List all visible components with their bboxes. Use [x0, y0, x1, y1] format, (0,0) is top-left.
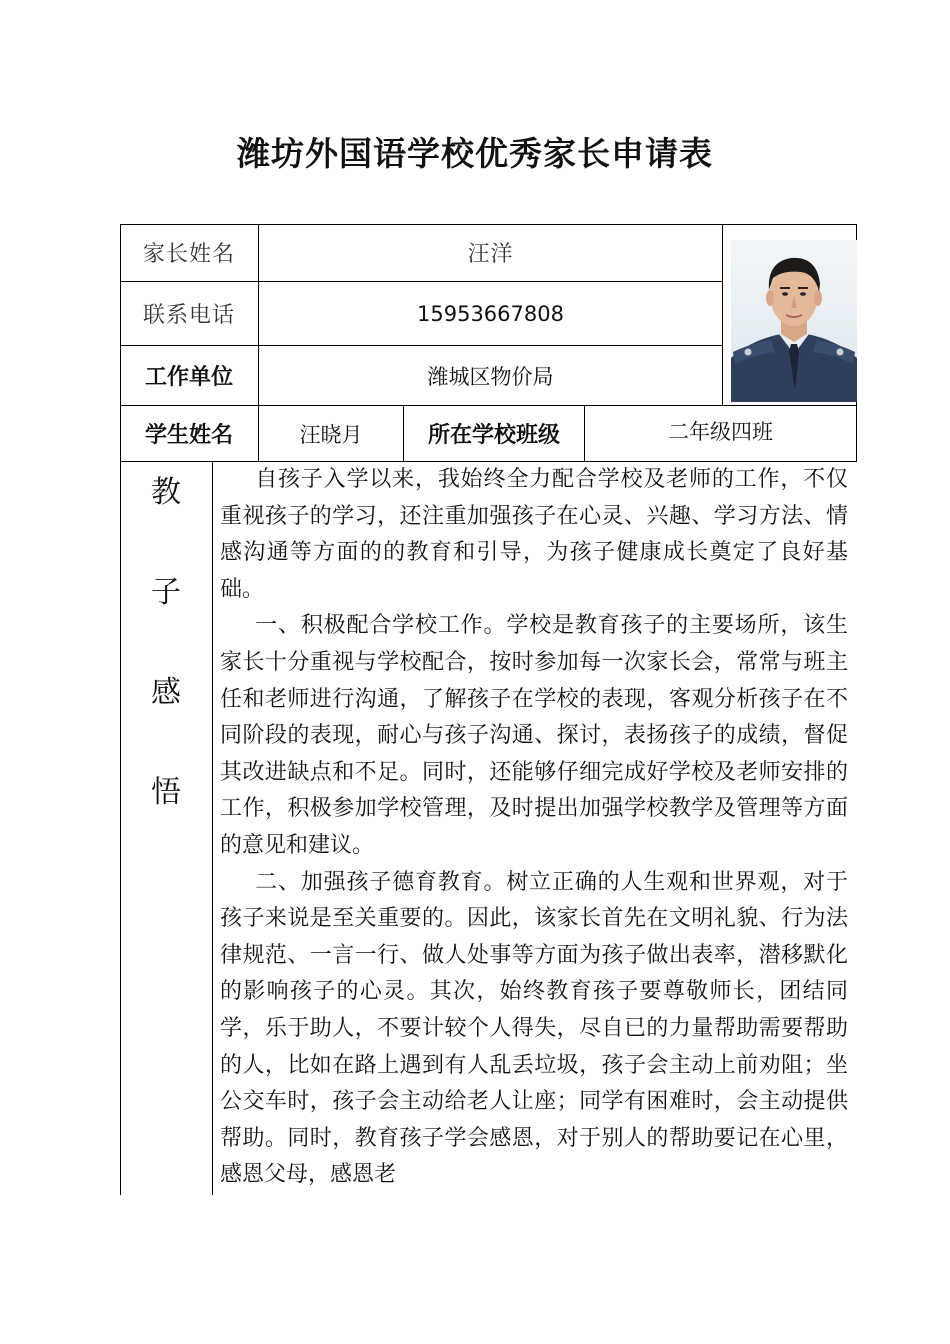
col-line-photo: [722, 224, 723, 406]
application-form: [120, 224, 856, 1195]
parent-name-value: 汪洋: [467, 242, 514, 267]
phone-value: 15953667808: [417, 301, 564, 326]
essay-paragraph: 自孩子入学以来，我始终全力配合学校及老师的工作，不仅重视孩子的学习，还注重加强孩子在心灵、兴趣、学习方法、情感沟通等方面的的教育和引导，为孩子健康成长奠定了良好基础。: [220, 467, 848, 602]
page-title: 潍坊外国语学校优秀家长申请表: [237, 134, 713, 173]
student-name-value: 汪晓月: [299, 422, 363, 447]
col-line-essay: [212, 461, 213, 1195]
school-class-value: 二年级四班: [668, 420, 773, 444]
student-name-label: 学生姓名: [144, 423, 233, 448]
phone-label: 联系电话: [142, 303, 235, 328]
essay-paragraph: 二、加强孩子德育教育。树立正确的人生观和世界观，对于孩子来说是至关重要的。因此，该家长首先在文明礼貌、行为法律规范、一言一行、做人处事等方面为孩子做出表率，潜移默化的影响孩子的心灵。其次，始终教育孩子要尊敬师长，团结同学，乐于助人，不要计较个人得失，尽自已的力量帮助需要帮助的人，比如在路上遇到有人乱丢垃圾，孩子会主动上前劝阻；坐公交车时，孩子会主动给老人让座；同学有困难时，会主动提供帮助。同时，教育孩子学会感恩，对于别人的帮助要记在心里，感恩父母，感恩老: [220, 869, 848, 1188]
essay-heading-char-2: 子: [151, 575, 181, 610]
essay-heading-char-1: 教: [151, 475, 181, 510]
essay-heading-char-3: 感: [151, 675, 181, 710]
essay-paragraph: 一、积极配合学校工作。学校是教育孩子的主要场所，该生家长十分重视与学校配合，按时参加每一次家长会，常常与班主任和老师进行沟通，了解孩子在学校的表现，客观分析孩子在不同阶段的表现，耐心与孩子沟通、探讨，表扬孩子的成绩，督促其改进缺点和不足。同时，还能够仔细完成好学校及老师安排的工作，积极参加学校管理，及时提出加强学校教学及管理等方面的意见和建议。: [220, 613, 848, 858]
parent-photo: [731, 240, 857, 402]
work-unit-value: 潍城区物价局: [427, 364, 554, 389]
work-unit-label: 工作单位: [144, 365, 233, 390]
school-class-label: 所在学校班级: [427, 423, 560, 448]
essay-body: [220, 462, 848, 1195]
parent-name-label: 家长姓名: [142, 242, 235, 267]
essay-heading-char-4: 悟: [151, 775, 181, 810]
